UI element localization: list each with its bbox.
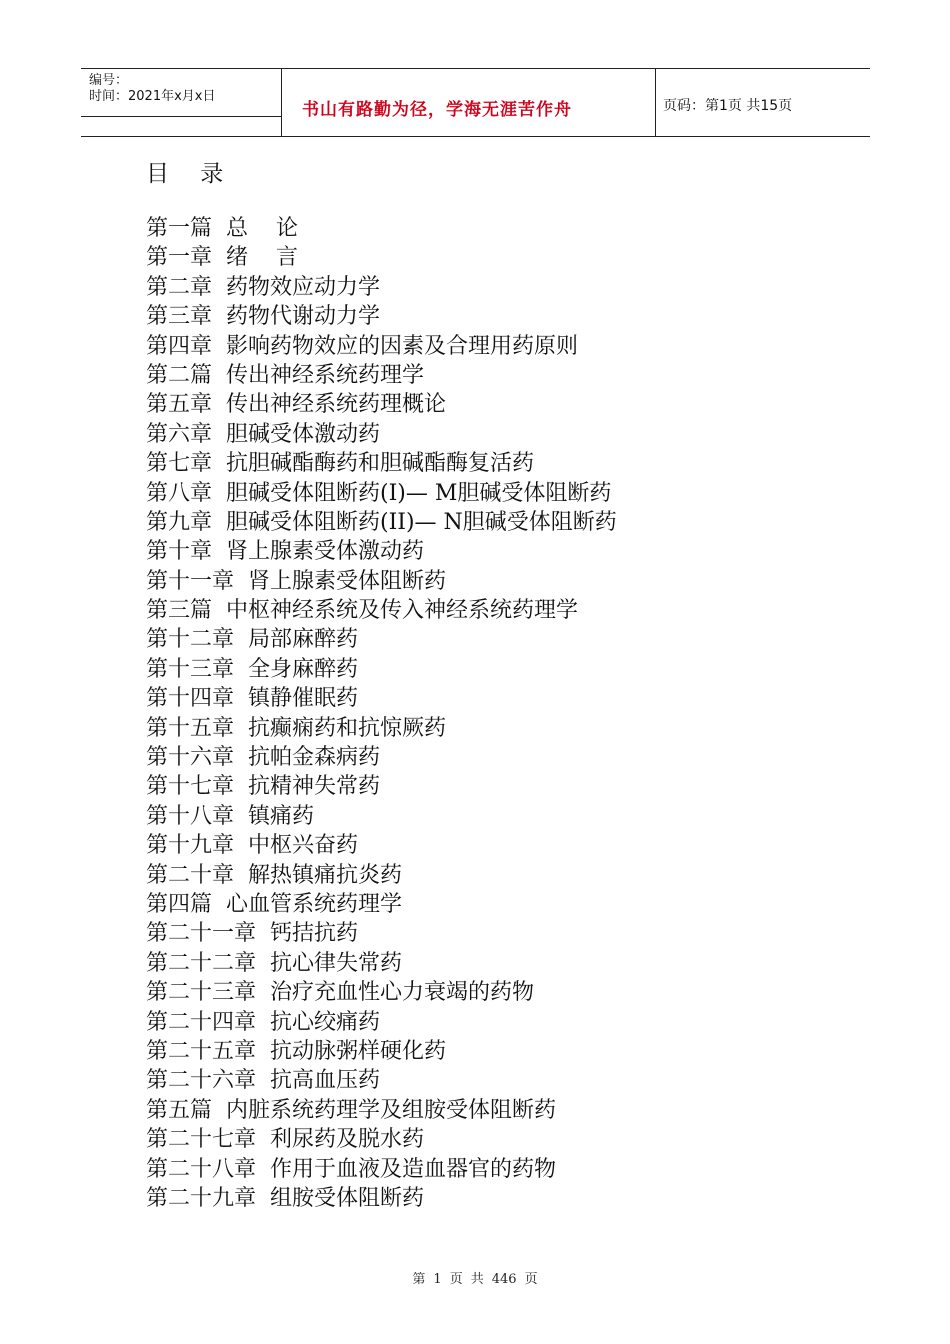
toc-entry: 第十二章 局部麻醉药 — [146, 627, 358, 653]
toc-entry: 第四篇 心血管系统药理学 — [146, 891, 402, 917]
header-divider — [81, 116, 281, 117]
toc-entry: 第三篇 中枢神经系统及传入神经系统药理学 — [146, 598, 578, 624]
toc-list — [146, 214, 617, 1213]
toc-entry: 第二十章 解热镇痛抗炎药 — [146, 862, 402, 888]
toc-entry: 第二十六章 抗高血压药 — [146, 1068, 380, 1094]
toc-entry: 第十八章 镇痛药 — [146, 803, 314, 829]
toc-entry: 第十四章 镇静催眠药 — [146, 686, 358, 712]
toc-entry: 第二十二章 抗心律失常药 — [146, 950, 402, 976]
footer-prefix: 第 — [412, 1272, 426, 1287]
header-page-indicator — [663, 95, 793, 114]
toc-heading: 目 录 — [146, 161, 236, 187]
toc-entry: 第二十三章 治疗充血性心力衰竭的药物 — [146, 980, 534, 1006]
toc-entry: 第十章 肾上腺素受体激动药 — [146, 539, 424, 565]
toc-entry: 第六章 胆碱受体激动药 — [146, 421, 380, 447]
toc-entry: 第十一章 肾上腺素受体阻断药 — [146, 568, 446, 594]
toc-entry: 第十九章 中枢兴奋药 — [146, 833, 358, 859]
header-title: 书山有路勤为径，学海无涯苦作舟 — [302, 100, 572, 120]
document-number-label: 编号： — [89, 73, 129, 88]
toc-entry: 第三章 药物代谢动力学 — [146, 304, 380, 330]
footer-total-pages: 446 — [491, 1272, 517, 1287]
toc-entry: 第七章 抗胆碱酯酶药和胆碱酯酶复活药 — [146, 451, 534, 477]
toc-entry: 第二十五章 抗动脉粥样硬化药 — [146, 1038, 446, 1064]
toc-entry: 第八章 胆碱受体阻断药(I)— M胆碱受体阻断药 — [146, 480, 612, 506]
footer-current-page: 1 — [433, 1272, 442, 1287]
header-meta-cell — [81, 69, 281, 136]
toc-entry: 第十六章 抗帕金森病药 — [146, 745, 380, 771]
toc-entry: 第一篇 总 论 — [146, 216, 298, 241]
footer-total-word: 共 — [470, 1272, 484, 1287]
page-footer — [0, 1268, 950, 1287]
document-header — [81, 68, 870, 137]
toc-entry: 第二十九章 组胺受体阻断药 — [146, 1185, 424, 1211]
toc-entry: 第二篇 传出神经系统药理学 — [146, 362, 424, 388]
toc-entry: 第九章 胆碱受体阻断药(II)— N胆碱受体阻断药 — [146, 509, 617, 535]
toc-entry: 第五章 传出神经系统药理概论 — [146, 392, 446, 418]
header-title-cell — [281, 69, 656, 136]
toc-entry: 第十七章 抗精神失常药 — [146, 774, 380, 800]
toc-entry: 第二十八章 作用于血液及造血器官的药物 — [146, 1156, 556, 1182]
toc-entry: 第五篇 内脏系统药理学及组胺受体阻断药 — [146, 1097, 556, 1123]
document-time-label: 时间：2021年x月x日 — [89, 89, 216, 104]
toc-entry: 第二十七章 利尿药及脱水药 — [146, 1127, 424, 1153]
toc-entry: 第十三章 全身麻醉药 — [146, 656, 358, 682]
toc-entry: 第二章 药物效应动力学 — [146, 274, 380, 300]
footer-page-word: 页 — [449, 1272, 463, 1287]
toc-entry: 第二十一章 钙拮抗药 — [146, 921, 358, 947]
toc-entry: 第十五章 抗癫痫药和抗惊厥药 — [146, 715, 446, 741]
toc-entry: 第一章 绪 言 — [146, 245, 298, 271]
toc-entry: 第四章 影响药物效应的因素及合理用药原则 — [146, 333, 578, 359]
header-page-cell — [655, 69, 870, 136]
footer-suffix: 页 — [524, 1272, 538, 1287]
toc-entry: 第二十四章 抗心绞痛药 — [146, 1009, 380, 1035]
header-page-label: 页码：第1页 共15页 — [663, 98, 793, 114]
